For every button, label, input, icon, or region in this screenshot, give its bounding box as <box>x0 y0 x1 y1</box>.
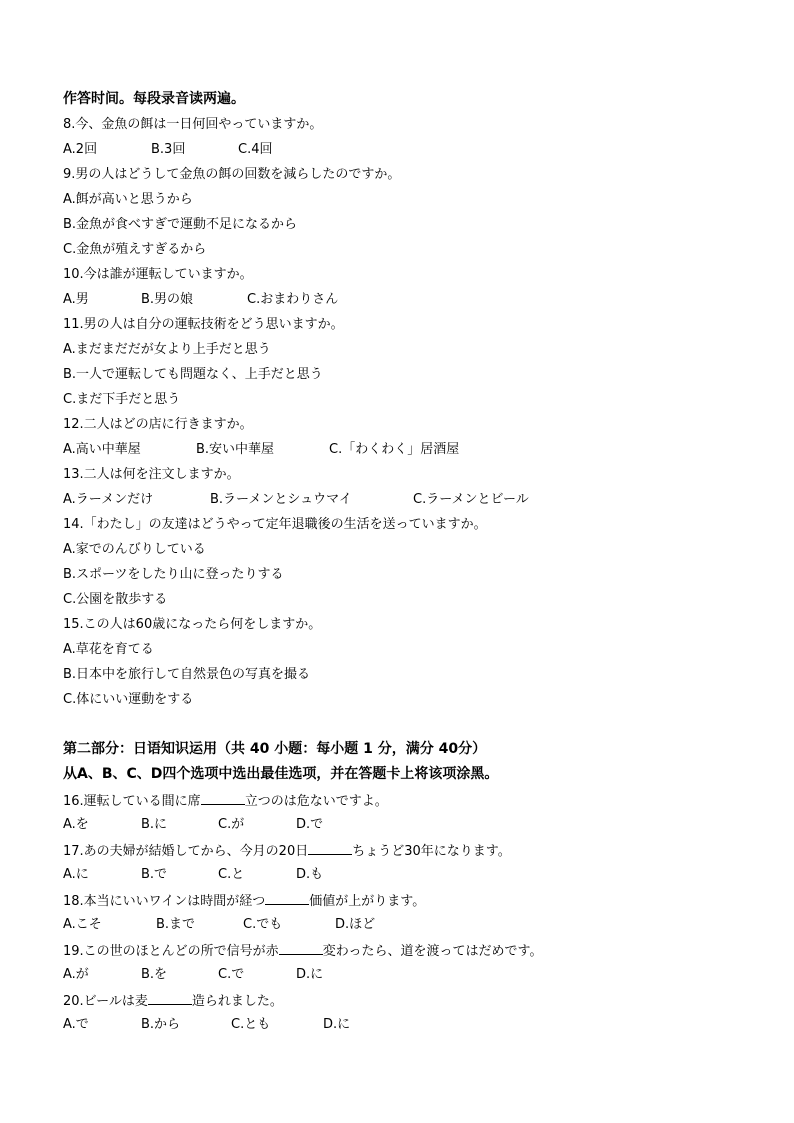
options-13 <box>63 492 763 508</box>
option-a: A.を <box>63 817 89 832</box>
option-d: D.に <box>323 1017 351 1032</box>
option-b: B.金魚が食べすぎで運動不足になるから <box>63 217 298 232</box>
option-a: A.が <box>63 967 89 982</box>
question-text-pre: 19.この世のほとんどの所で信号が赤 <box>63 944 279 959</box>
question-19 <box>63 942 543 960</box>
option-b: B.一人で運転しても問題なく、上手だと思う <box>63 367 323 382</box>
question-13: 13.二人は何を注文しますか。 <box>63 467 240 482</box>
option-c: C.が <box>218 817 245 832</box>
option-b: B.に <box>141 817 168 832</box>
question-text-post: ちょうど30年になります。 <box>352 844 511 859</box>
option-c: C.体にいい運動をする <box>63 692 194 707</box>
option-a: A.で <box>63 1017 89 1032</box>
option-c: C.と <box>218 867 245 882</box>
option-a: A.ラーメンだけ <box>63 492 154 507</box>
question-text-pre: 18.本当にいいワインは時間が経つ <box>63 894 266 909</box>
options-20 <box>63 1017 763 1033</box>
question-11: 11.男の人は自分の運転技術をどう思いますか。 <box>63 317 344 332</box>
option-b: B.安い中華屋 <box>196 442 275 457</box>
option-b: B.ラーメンとシュウマイ <box>210 492 352 507</box>
option-c: C.まだ下手だと思う <box>63 392 181 407</box>
question-18 <box>63 892 425 910</box>
question-text-pre: 16.運転している間に席 <box>63 794 201 809</box>
question-9: 9.男の人はどうして金魚の餌の回数を減らしたのですか。 <box>63 167 401 182</box>
question-12: 12.二人はどの店に行きますか。 <box>63 417 253 432</box>
options-10 <box>63 292 763 308</box>
option-c: C.公園を散歩する <box>63 592 168 607</box>
option-b: B.まで <box>156 917 196 932</box>
question-text-post: 造られました。 <box>191 994 283 1009</box>
option-c: C.4回 <box>238 142 273 157</box>
question-17 <box>63 842 511 860</box>
option-b: B.スポーツをしたり山に登ったりする <box>63 567 284 582</box>
option-b: B.3回 <box>151 142 186 157</box>
question-text-post: 価値が上がります。 <box>309 894 426 909</box>
option-d: D.ほど <box>335 917 376 932</box>
option-b: B.で <box>141 867 168 882</box>
options-18 <box>63 917 763 933</box>
question-15: 15.この人は60歳になったら何をしますか。 <box>63 617 322 632</box>
question-8: 8.今、金魚の餌は一日何回やっていますか。 <box>63 117 323 132</box>
option-a: A.2回 <box>63 142 98 157</box>
option-d: D.に <box>296 967 324 982</box>
question-20 <box>63 992 283 1010</box>
option-c: C.とも <box>231 1017 271 1032</box>
option-b: B.を <box>141 967 168 982</box>
answer-blank <box>201 792 245 805</box>
question-text-pre: 20.ビールは麦 <box>63 994 148 1009</box>
answer-blank <box>265 892 309 905</box>
options-12 <box>63 442 763 458</box>
option-a: A.こそ <box>63 917 102 932</box>
question-text-post: 立つのは危ないですよ。 <box>244 794 388 809</box>
options-16 <box>63 817 763 833</box>
question-10: 10.今は誰が運転していますか。 <box>63 267 253 282</box>
option-b: B.日本中を旅行して自然景色の写真を撮る <box>63 667 311 682</box>
option-a: A.高い中華屋 <box>63 442 141 457</box>
option-a: A.家でのんびりしている <box>63 542 206 557</box>
options-19 <box>63 967 763 983</box>
answer-blank <box>279 942 323 955</box>
answer-blank <box>148 992 192 1005</box>
question-text-post: 変わったら、道を渡ってはだめです。 <box>322 944 543 959</box>
option-b: B.から <box>141 1017 181 1032</box>
option-a: A.男 <box>63 292 89 307</box>
question-16 <box>63 792 388 810</box>
option-c: C.でも <box>243 917 283 932</box>
option-d: D.で <box>296 817 324 832</box>
option-b: B.男の娘 <box>141 292 194 307</box>
option-a: A.に <box>63 867 89 882</box>
option-a: A.草花を育てる <box>63 642 154 657</box>
option-c: C.ラーメンとビール <box>413 492 529 507</box>
section-intro: 作答时间。每段录音读两遍。 <box>63 91 245 107</box>
option-c: C.おまわりさん <box>247 292 339 307</box>
question-text-pre: 17.あの夫婦が結婚してから、今月の20日 <box>63 844 309 859</box>
part2-instruction: 从A、B、C、D四个选项中选出最佳选项，并在答题卡上将该项涂黑。 <box>63 766 499 782</box>
answer-blank <box>308 842 352 855</box>
option-c: C.金魚が殖えすぎるから <box>63 242 207 257</box>
option-c: C.で <box>218 967 245 982</box>
part2-title: 第二部分：日语知识运用（共 40 小题：每小题 1 分，满分 40分） <box>63 741 487 757</box>
option-a: A.餌が高いと思うから <box>63 192 193 207</box>
options-17 <box>63 867 763 883</box>
option-d: D.も <box>296 867 324 882</box>
question-14: 14.「わたし」の友達はどうやって定年退職後の生活を送っていますか。 <box>63 517 487 532</box>
option-c: C.「わくわく」居酒屋 <box>329 442 460 457</box>
options-8 <box>63 142 763 158</box>
option-a: A.まだまだだが女より上手だと思う <box>63 342 271 357</box>
